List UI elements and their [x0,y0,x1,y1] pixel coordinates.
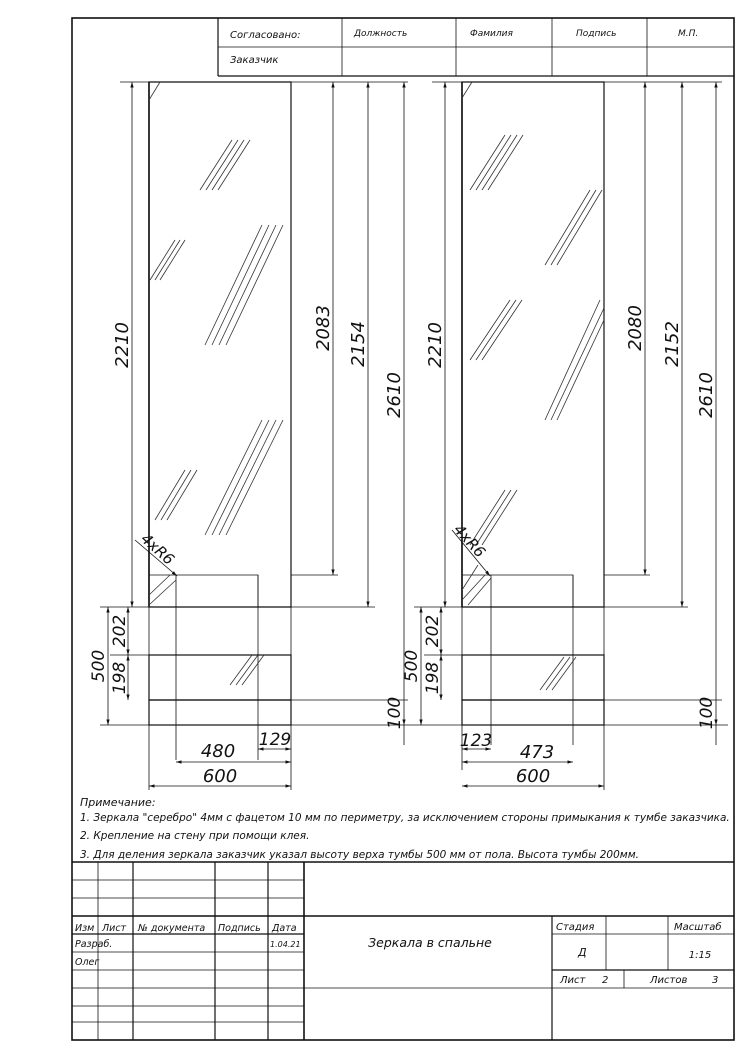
left-dim-600: 600 [202,766,238,787]
left-dim-2610: 2610 [384,372,405,418]
title-author-name: Олег [75,957,100,968]
right-dim-2080: 2080 [625,305,646,351]
notes-block [80,796,730,861]
sheets-label: Листов [650,975,688,986]
approval-position-header: Должность [354,29,408,39]
title-col-izm: Изм [75,923,95,934]
sheet-frame [72,18,734,1040]
left-dim-198: 198 [110,661,130,695]
right-dim-500: 500 [402,649,422,683]
approval-stamp-header: М.П. [678,29,699,39]
scale-value: 1:15 [688,950,712,961]
right-dim-202: 202 [423,614,443,648]
right-dim-473: 473 [519,742,555,763]
title-block [72,862,734,1040]
right-dim-2152: 2152 [662,321,683,367]
approval-table [218,18,734,76]
approval-signature-header: Подпись [576,29,617,39]
title-row-razrab: Разраб. [75,939,113,950]
note-line-2: 2. Крепление на стену при помощи клея. [80,830,310,842]
right-dim-198: 198 [423,661,443,695]
left-dim-2210: 2210 [112,322,133,368]
stage-value: Д [578,946,587,959]
right-mirror-drawing [402,82,728,790]
sheet-label: Лист [560,975,586,986]
left-dim-2083: 2083 [313,305,334,351]
right-dim-600: 600 [515,766,551,787]
left-dim-100: 100 [385,696,405,730]
left-dim-2154: 2154 [348,321,369,367]
drawing-title: Зеркала в спальне [368,935,492,950]
approval-agreed-label: Согласовано: [230,30,301,41]
approval-customer-label: Заказчик [230,55,279,66]
right-dim-2610: 2610 [696,372,717,418]
right-radius-label: 4хR6 [450,520,490,562]
right-dim-123: 123 [459,731,493,751]
title-col-sign: Подпись [218,923,261,934]
left-dim-480: 480 [200,741,236,762]
left-dim-500: 500 [89,649,109,683]
left-mirror-drawing [89,82,415,790]
title-col-date: Дата [272,923,297,934]
left-dim-202: 202 [110,614,130,648]
note-line-1: 1. Зеркала "серебро" 4мм с фацетом 10 мм по периметру, за исключением стороны примыкания к тумбе заказчика. [80,812,730,824]
title-col-list: Лист [102,923,127,934]
scale-header: Масштаб [674,922,722,933]
left-radius-label: 4хR6 [137,529,178,569]
right-dim-2210: 2210 [425,322,446,368]
title-date-value: 1.04.21 [270,940,301,949]
stage-header: Стадия [556,922,595,933]
note-line-3: 3. Для деления зеркала заказчик указал высоту верха тумбы 500 мм от пола. Высота тумбы 200мм. [80,849,639,861]
notes-title: Примечание: [80,796,156,809]
right-dim-100: 100 [697,696,717,730]
left-dim-129: 129 [258,730,292,750]
title-col-doc: № документа [138,923,206,934]
sheet-value: 2 [602,975,609,986]
approval-surname-header: Фамилия [470,29,513,39]
sheets-value: 3 [712,975,719,986]
